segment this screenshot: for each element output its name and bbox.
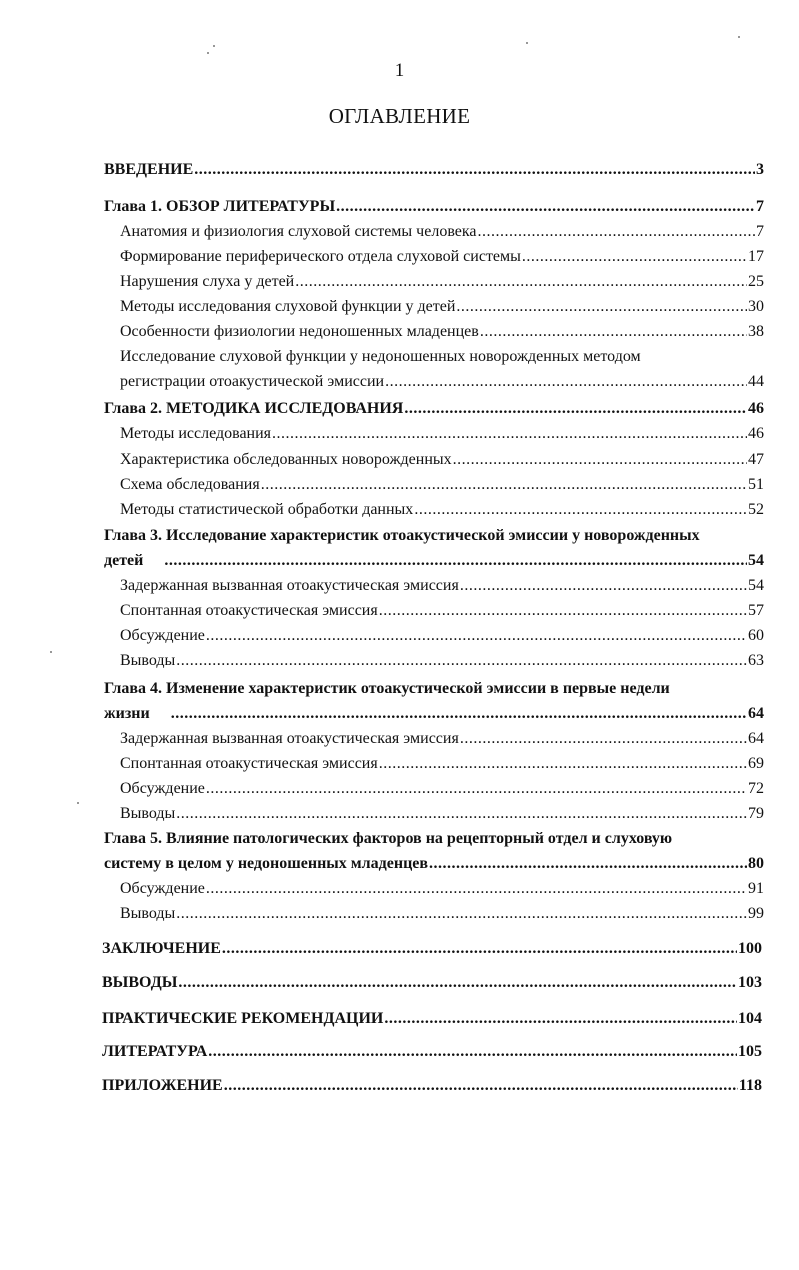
toc-entry-page: 105 [738, 1043, 762, 1060]
toc-entry-page: 52 [748, 501, 764, 518]
toc-entry-chapter-5-line1: Глава 5. Влияние патологических факторов на рецепторный отдел и слуховую [104, 830, 673, 847]
toc-entry-page: 30 [748, 298, 764, 315]
toc-entry-page: 64 [748, 730, 764, 747]
toc-entry-page: 99 [748, 905, 764, 922]
toc-entry-chapter-4-line1: Глава 4. Изменение характеристик отоакустической эмиссии в первые недели [104, 680, 670, 697]
toc-entry-label: Анатомия и физиология слуховой системы человека [120, 223, 477, 240]
toc-entry-page: 57 [748, 602, 764, 619]
toc-entry-ch1-otoacoustic-line1: Исследование слуховой функции у недоношенных новорожденных методом [120, 348, 641, 365]
toc-entry-ch1-formation[interactable] [120, 247, 764, 267]
toc-entry-chapter-2[interactable] [104, 399, 764, 419]
toc-entry-label: Методы исследования [120, 425, 272, 442]
toc-entry-label: Формирование периферического отдела слуховой системы [120, 248, 521, 265]
toc-entry-chapter-1[interactable] [104, 197, 764, 217]
toc-entry-label: Выводы [120, 905, 176, 922]
toc-entry-page: 46 [748, 400, 764, 417]
toc-entry-ch3-spontaneous[interactable] [120, 601, 764, 621]
page-title: ОГЛАВЛЕНИЕ [328, 104, 471, 128]
toc-entry-label: ВВЕДЕНИЕ [104, 161, 194, 178]
toc-entry-literature[interactable] [102, 1042, 762, 1062]
toc-entry-page: 47 [748, 451, 764, 468]
toc-entry-chapter-4[interactable] [104, 704, 764, 724]
toc-entry-page: 80 [748, 855, 764, 872]
toc-entry-introduction[interactable] [104, 160, 764, 180]
toc-entry-chapter-5[interactable] [104, 854, 764, 874]
toc-entry-ch2-characteristics[interactable] [120, 450, 764, 470]
toc-entry-ch3-delayed[interactable] [120, 576, 764, 596]
toc-entry-ch1-physiology[interactable] [120, 322, 764, 342]
toc-entry-ch2-scheme[interactable] [120, 475, 764, 495]
toc-entry-ch4-discussion[interactable] [120, 779, 764, 799]
toc-entry-label: Характеристика обследованных новорожденных [120, 451, 452, 468]
toc-entry-label: Выводы [120, 805, 176, 822]
scan-speck [50, 651, 52, 653]
scan-speck [207, 52, 209, 54]
scan-speck [738, 36, 740, 38]
toc-entry-page: 60 [748, 627, 764, 644]
toc-entry-page: 64 [748, 705, 764, 722]
toc-entry-label: Спонтанная отоакустическая эмиссия [120, 755, 378, 772]
toc-entry-page: 103 [738, 974, 762, 991]
toc-entry-label: регистрации отоакустической эмиссии [120, 373, 385, 390]
toc-entry-page: 72 [748, 780, 764, 797]
toc-entry-page: 104 [738, 1010, 762, 1027]
toc-entry-label: ВЫВОДЫ [102, 974, 178, 991]
page-number: 1 [394, 60, 405, 81]
toc-entry-page: 69 [748, 755, 764, 772]
toc-entry-ch2-methods[interactable] [120, 424, 764, 444]
toc-entry-label: Обсуждение [120, 627, 205, 644]
toc-entry-page: 51 [748, 476, 764, 493]
toc-entry-label: Задержанная вызванная отоакустическая эмиссия [120, 730, 459, 747]
toc-entry-ch5-discussion[interactable] [120, 879, 764, 899]
toc-entry-ch3-discussion[interactable] [120, 626, 764, 646]
toc-entry-page: 44 [748, 373, 764, 390]
toc-entry-label: Глава 2. МЕТОДИКА ИССЛЕДОВАНИЯ [104, 400, 404, 417]
toc-entry-ch4-spontaneous[interactable] [120, 754, 764, 774]
toc-entry-chapter-3[interactable] [104, 551, 764, 571]
toc-entry-label: Выводы [120, 652, 176, 669]
toc-entry-page: 54 [748, 552, 764, 569]
toc-entry-label: детей [104, 552, 144, 569]
toc-entry-page: 79 [748, 805, 764, 822]
toc-entry-label: Задержанная вызванная отоакустическая эмиссия [120, 577, 459, 594]
toc-entry-label: Обсуждение [120, 780, 205, 797]
toc-entry-recommendations[interactable] [102, 1009, 762, 1029]
toc-entry-conclusion[interactable] [102, 939, 762, 959]
toc-entry-label: ПРАКТИЧЕСКИЕ РЕКОМЕНДАЦИИ [102, 1010, 384, 1027]
toc-entry-page: 63 [748, 652, 764, 669]
toc-entry-ch1-otoacoustic[interactable] [120, 372, 764, 392]
toc-entry-page: 118 [738, 1077, 762, 1094]
toc-entry-appendix[interactable] [102, 1076, 762, 1096]
toc-entry-ch2-statistics[interactable] [120, 500, 764, 520]
toc-entry-label: Глава 1. ОБЗОР ЛИТЕРАТУРЫ [104, 198, 336, 215]
toc-entry-ch4-delayed[interactable] [120, 729, 764, 749]
scan-speck [77, 802, 79, 804]
toc-entry-label: Обсуждение [120, 880, 205, 897]
toc-entry-label: жизни [104, 705, 150, 722]
toc-entry-label: ЛИТЕРАТУРА [102, 1043, 208, 1060]
toc-entry-page: 7 [756, 198, 764, 215]
toc-entry-page: 38 [748, 323, 764, 340]
toc-entry-page: 3 [756, 161, 764, 178]
toc-entry-chapter-3-line1: Глава 3. Исследование характеристик отоакустической эмиссии у новорожденных [104, 527, 700, 544]
toc-entry-ch1-anatomy[interactable] [120, 222, 764, 242]
toc-entry-label: Особенности физиологии недоношенных младенцев [120, 323, 479, 340]
toc-entry-ch1-methods[interactable] [120, 297, 764, 317]
toc-entry-ch5-conclusions[interactable] [120, 904, 764, 924]
toc-entry-label: ПРИЛОЖЕНИЕ [102, 1077, 223, 1094]
toc-entry-page: 25 [748, 273, 764, 290]
toc-entry-page: 100 [738, 940, 762, 957]
toc-entry-page: 7 [756, 223, 764, 240]
toc-entry-label: Нарушения слуха у детей [120, 273, 295, 290]
toc-entry-label: систему в целом у недоношенных младенцев [104, 855, 429, 872]
toc-entry-label: Спонтанная отоакустическая эмиссия [120, 602, 378, 619]
toc-entry-page: 54 [748, 577, 764, 594]
toc-entry-page: 46 [748, 425, 764, 442]
toc-entry-label: ЗАКЛЮЧЕНИЕ [102, 940, 221, 957]
toc-entry-ch1-hearing-disorders[interactable] [120, 272, 764, 292]
toc-entry-page: 17 [748, 248, 764, 265]
toc-entry-findings[interactable] [102, 973, 762, 993]
toc-entry-label: Методы исследования слуховой функции у детей [120, 298, 456, 315]
toc-entry-label: Схема обследования [120, 476, 260, 493]
toc-entry-ch4-conclusions[interactable] [120, 804, 764, 824]
toc-entry-page: 91 [748, 880, 764, 897]
scan-speck [526, 42, 528, 44]
scan-speck [213, 45, 215, 47]
toc-entry-ch3-conclusions[interactable] [120, 651, 764, 671]
toc-entry-label: Методы статистической обработки данных [120, 501, 414, 518]
